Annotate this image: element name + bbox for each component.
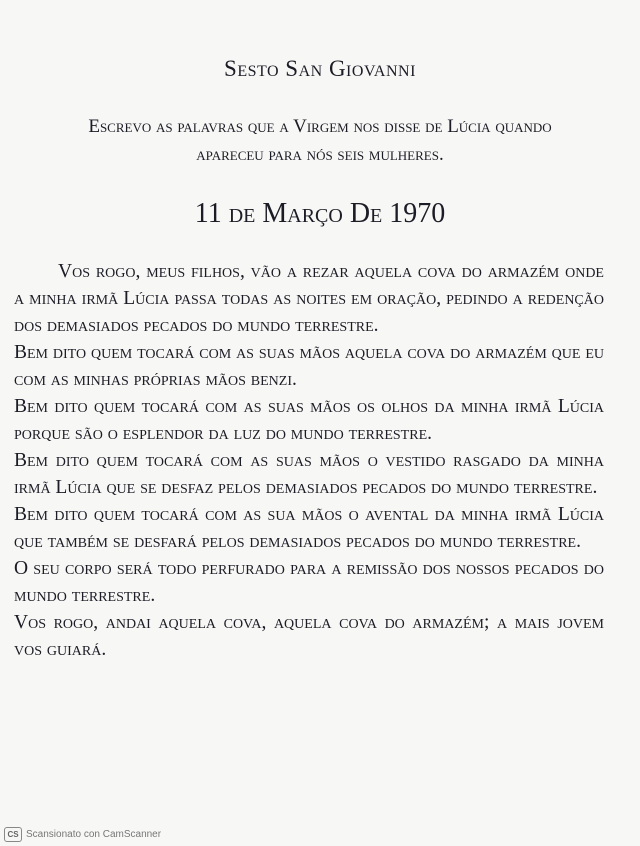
paragraph: Vos rogo, meus filhos, vão a rezar aquela cova do armazém onde a minha irmã Lúcia passa todas as noites em oração, pedindo a redenção dos demasiados pecados do mundo terrestre. — [14, 261, 604, 336]
watermark-text: Scansionato con CamScanner — [26, 828, 162, 840]
paragraph: O seu corpo será todo perfurado para a remissão dos nossos pecados do mundo terrestre. — [14, 558, 604, 606]
camscanner-icon: CS — [4, 827, 22, 842]
paragraph: Bem dito quem tocará com as suas mãos os olhos da minha irmã Lúcia porque são o esplendor da luz do mundo terrestre. — [14, 396, 604, 444]
paragraph: Vos rogo, andai aquela cova, aquela cova do armazém; a mais jovem vos guiará. — [14, 612, 604, 660]
document-date: 11 de Março De 1970 — [194, 198, 446, 229]
document-body — [14, 258, 604, 663]
scanner-watermark — [4, 827, 161, 841]
paragraph: Bem dito quem tocará com as suas mãos aquela cova do armazém que eu com as minhas próprias mãos benzi. — [14, 342, 604, 390]
document-title: Sesto San Giovanni — [224, 56, 416, 81]
paragraph: Bem dito quem tocará com as sua mãos o avental da minha irmã Lúcia que também se desfará pelos demasiados pecados do mundo terrestre. — [14, 504, 604, 552]
paragraph: Bem dito quem tocará com as suas mãos o vestido rasgado da minha irmã Lúcia que se desfaz pelos demasiados pecados do mundo terrestre. — [14, 450, 604, 498]
document-subtitle: Escrevo as palavras que a Virgem nos disse de Lúcia quando apareceu para nós seis mulheres. — [88, 116, 552, 165]
